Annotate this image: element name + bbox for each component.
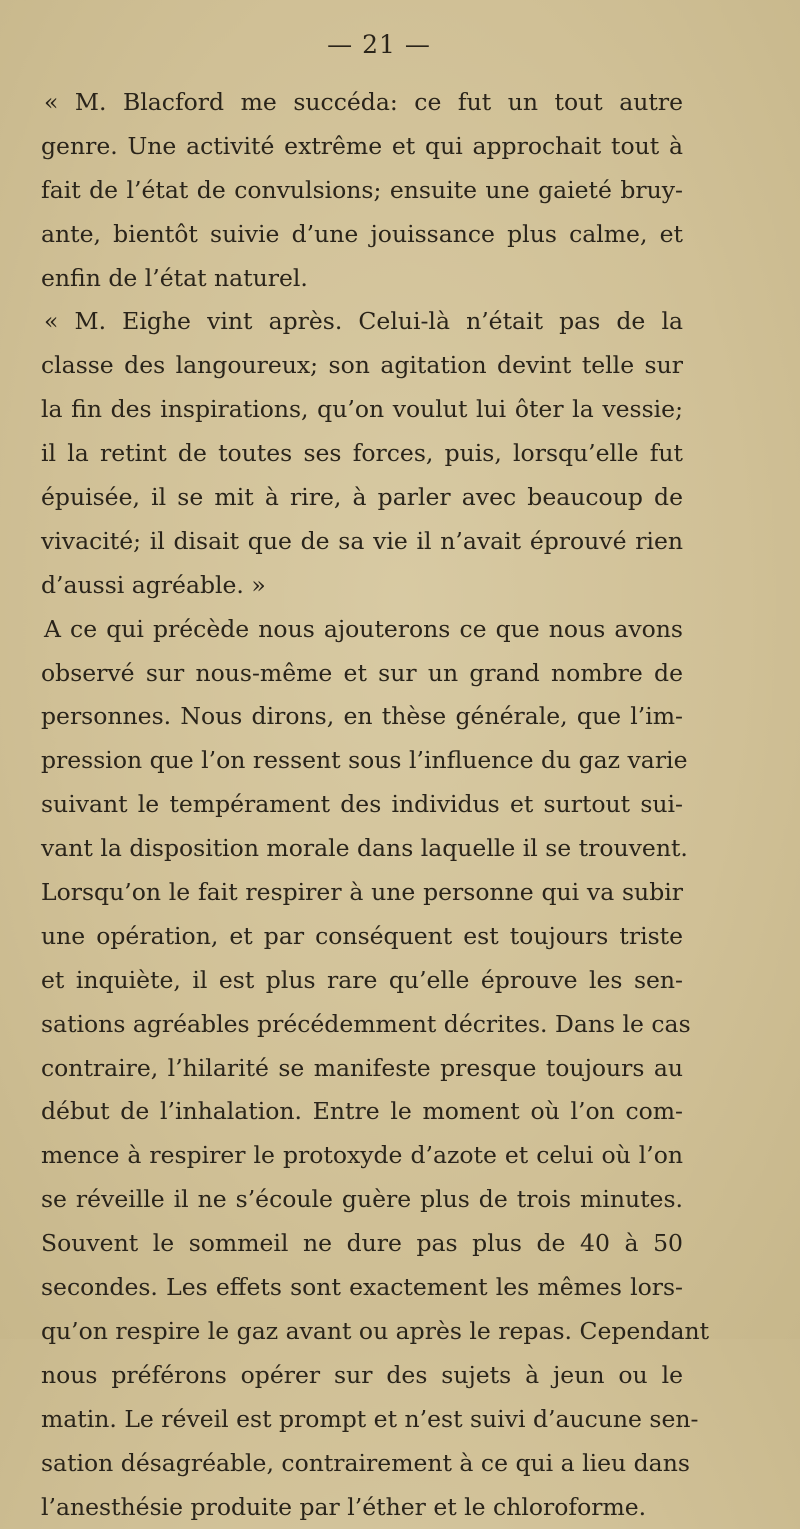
text-line: une opération, et par conséquent est toujours triste [41, 915, 683, 959]
text-line: épuisée, il se mit à rire, à parler avec beaucoup de [41, 476, 683, 520]
body-text [41, 81, 683, 1529]
text-line: mence à respirer le protoxyde d’azote et celui où l’on [41, 1134, 683, 1178]
text-line: et inquiète, il est plus rare qu’elle éprouve les sen- [41, 959, 683, 1003]
text-line: vant la disposition morale dans laquelle il se trouvent. [41, 827, 683, 871]
text-line: sation désagréable, contrairement à ce qui a lieu dans [41, 1442, 683, 1486]
text-line: matin. Le réveil est prompt et n’est suivi d’aucune sen- [41, 1398, 683, 1442]
text-line: il la retint de toutes ses forces, puis, lorsqu’elle fut [41, 432, 683, 476]
text-line: classe des langoureux; son agitation devint telle sur [41, 344, 683, 388]
text-line: ante, bientôt suivie d’une jouissance plus calme, et [41, 213, 683, 257]
text-line: début de l’inhalation. Entre le moment où l’on com- [41, 1090, 683, 1134]
text-line: la fin des inspirations, qu’on voulut lui ôter la vessie; [41, 388, 683, 432]
text-line: A ce qui précède nous ajouterons ce que nous avons [41, 608, 683, 652]
text-line: genre. Une activité extrême et qui approchait tout à [41, 125, 683, 169]
text-line: nous préférons opérer sur des sujets à jeun ou le [41, 1354, 683, 1398]
text-line: d’aussi agréable. » [41, 564, 683, 608]
text-line: qu’on respire le gaz avant ou après le repas. Cependant [41, 1310, 683, 1354]
text-line: secondes. Les effets sont exactement les mêmes lors- [41, 1266, 683, 1310]
text-line: suivant le tempérament des individus et surtout sui- [41, 783, 683, 827]
text-line: se réveille il ne s’écoule guère plus de trois minutes. [41, 1178, 683, 1222]
text-line: « M. Blacford me succéda: ce fut un tout autre [41, 81, 683, 125]
text-line: pression que l’on ressent sous l’influence du gaz varie [41, 739, 683, 783]
text-line: l’anesthésie produite par l’éther et le chloroforme. [41, 1486, 683, 1529]
text-line: contraire, l’hilarité se manifeste presque toujours au [41, 1047, 683, 1091]
text-line: fait de l’état de convulsions; ensuite une gaieté bruy- [41, 169, 683, 213]
text-line: vivacité; il disait que de sa vie il n’avait éprouvé rien [41, 520, 683, 564]
page-number: — 21 — [0, 30, 758, 59]
text-line: Souvent le sommeil ne dure pas plus de 40 à 50 [41, 1222, 683, 1266]
text-line: personnes. Nous dirons, en thèse générale, que l’im- [41, 695, 683, 739]
text-line: enfin de l’état naturel. [41, 257, 683, 301]
text-line: sations agréables précédemment décrites. Dans le cas [41, 1003, 683, 1047]
text-line: « M. Eighe vint après. Celui-là n’était pas de la [41, 300, 683, 344]
text-line: observé sur nous-même et sur un grand nombre de [41, 652, 683, 696]
text-line: Lorsqu’on le fait respirer à une personne qui va subir [41, 871, 683, 915]
